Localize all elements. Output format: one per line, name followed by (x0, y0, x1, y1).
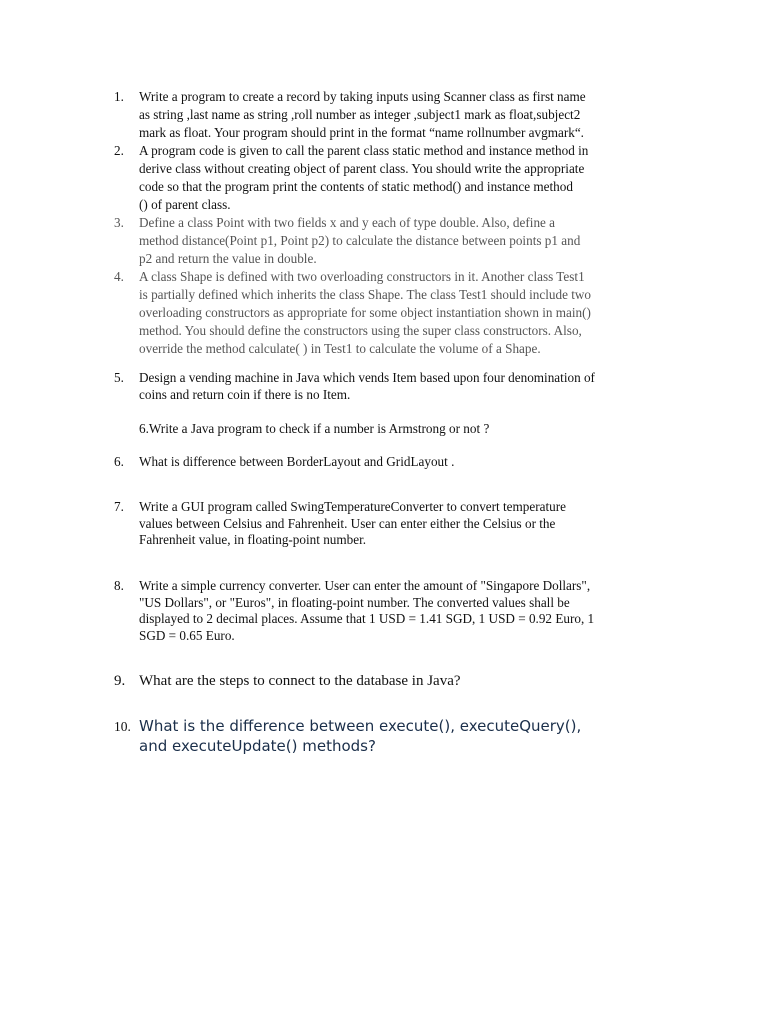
question-number: 9. (114, 673, 126, 689)
question-text: Define a class Point with two fields x and y each of type double. Also, define a method distance(Point p1, Point p2) to calculate the distance between points p1 and p2 and return the value in double. (139, 215, 581, 266)
question-text: What are the steps to connect to the database in Java? (139, 673, 461, 689)
question-number: 4. (114, 269, 124, 284)
question-number: 6. (114, 454, 124, 469)
question-2 (114, 142, 679, 214)
question-4 (114, 268, 679, 358)
question-number: 10. (114, 719, 131, 734)
question-text: Design a vending machine in Java which vends Item based upon four denomination of coins and return coin if there is no Item. (139, 370, 595, 402)
question-10 (114, 716, 679, 756)
question-8 (114, 578, 679, 644)
question-text: 6.Write a Java program to check if a number is Armstrong or not ? (139, 421, 490, 436)
question-6 (114, 453, 679, 471)
question-number: 7. (114, 499, 124, 514)
question-text: What is difference between BorderLayout and GridLayout . (139, 454, 455, 469)
question-3 (114, 214, 679, 268)
question-armstrong (139, 420, 679, 438)
question-5 (114, 370, 679, 403)
question-text: Write a simple currency converter. User can enter the amount of "Singapore Dollars", "US Dollars", or "Euros", in floating-point number. The converted values shall be displayed to 2 decimal places. Assume that 1 USD = 1.41 SGD, 1 USD = 0.92 Euro, 1 SGD = 0.65 Euro. (139, 578, 595, 643)
question-text: A class Shape is defined with two overloading constructors in it. Another class Test1 is partially defined which inherits the class Shape. The class Test1 should include two overloading constructors as appropriate for some object instantiation shown in main() method. You should define the constructors using the super class constructors. Also, override the method calculate( ) in Test1 to calculate the volume of a Shape. (139, 269, 591, 356)
question-text: What is the difference between execute(), executeQuery(), and executeUpdate() methods? (139, 717, 582, 755)
question-number: 8. (114, 578, 124, 593)
question-7 (114, 499, 679, 549)
question-text: Write a GUI program called SwingTemperatureConverter to convert temperature values between Celsius and Fahrenheit. User can enter either the Celsius or the Fahrenheit value, in floating-point number. (139, 499, 566, 548)
question-number: 3. (114, 215, 124, 230)
question-text: Write a program to create a record by taking inputs using Scanner class as first name as string ,last name as string ,roll number as integer ,subject1 mark as float,subject2 mark as float. Your program should print in the format “name rollnumber avgmark“. (139, 89, 586, 140)
question-number: 1. (114, 89, 124, 104)
question-number: 5. (114, 370, 124, 385)
question-text: A program code is given to call the parent class static method and instance method in derive class without creating object of parent class. You should write the appropriate code so that the program print the contents of static method() and instance method () of parent class. (139, 143, 589, 212)
question-9 (114, 671, 679, 691)
question-1 (114, 88, 679, 142)
question-number: 2. (114, 143, 124, 158)
